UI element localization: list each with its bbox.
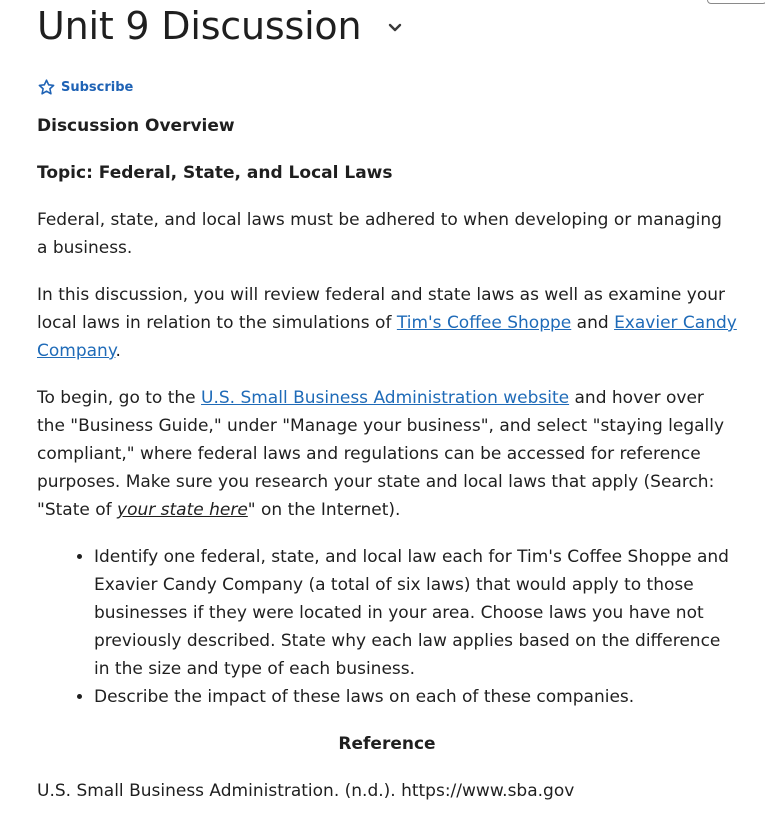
simulations-paragraph (37, 281, 737, 365)
topic-heading: Topic: Federal, State, and Local Laws (37, 163, 393, 183)
discussion-content (37, 112, 737, 824)
sba-website-link[interactable]: U.S. Small Business Administration website (201, 388, 570, 408)
top-right-tab[interactable] (707, 0, 765, 4)
star-outline-icon (37, 78, 56, 97)
intro-paragraph: Federal, state, and local laws must be adhered to when developing or managing a business. (37, 210, 722, 258)
para3-suffix: " on the Internet). (247, 500, 401, 520)
list-item: • Identify one federal, state, and local law each for Tim's Coffee Shoppe and Exavier Candy Company (a total of six laws) that would apply to those businesses if they were located in your area. Choose laws you have not previously described. State why each law applies based on the difference in the size and type of each business. (94, 543, 737, 683)
subscribe-label: Subscribe (61, 80, 134, 95)
your-state-here-text: your state here (117, 500, 248, 520)
para2-suffix: . (115, 341, 121, 361)
exavier-candy-company-link[interactable]: Exavier Candy Company (37, 313, 737, 361)
para2-and: and (571, 313, 615, 333)
list-item: • Describe the impact of these laws on each of these companies. (94, 683, 737, 711)
para2-prefix: In this discussion, you will review federal and state laws as well as examine your local laws in relation to the simulations of (37, 285, 726, 333)
tims-coffee-shoppe-link[interactable]: Tim's Coffee Shoppe (396, 313, 572, 333)
para3-prefix: To begin, go to the (37, 388, 202, 408)
title-row (37, 0, 407, 56)
requirements-list (37, 543, 737, 711)
reference-citation: U.S. Small Business Administration. (n.d.). https://www.sba.gov (37, 781, 575, 801)
overview-heading: Discussion Overview (37, 116, 235, 136)
reference-heading: Reference (338, 734, 436, 754)
para3-mid: and hover over the "Business Guide," under "Manage your business", and select "staying legally compliant," where federal laws and regulations can be accessed for reference purposes. Make sure you research your state and local laws that apply (Search: "State of (37, 388, 725, 520)
chevron-down-icon[interactable] (383, 16, 407, 40)
page-title: Unit 9 Discussion (37, 4, 362, 48)
instructions-paragraph (37, 384, 737, 524)
subscribe-button[interactable] (37, 78, 133, 97)
